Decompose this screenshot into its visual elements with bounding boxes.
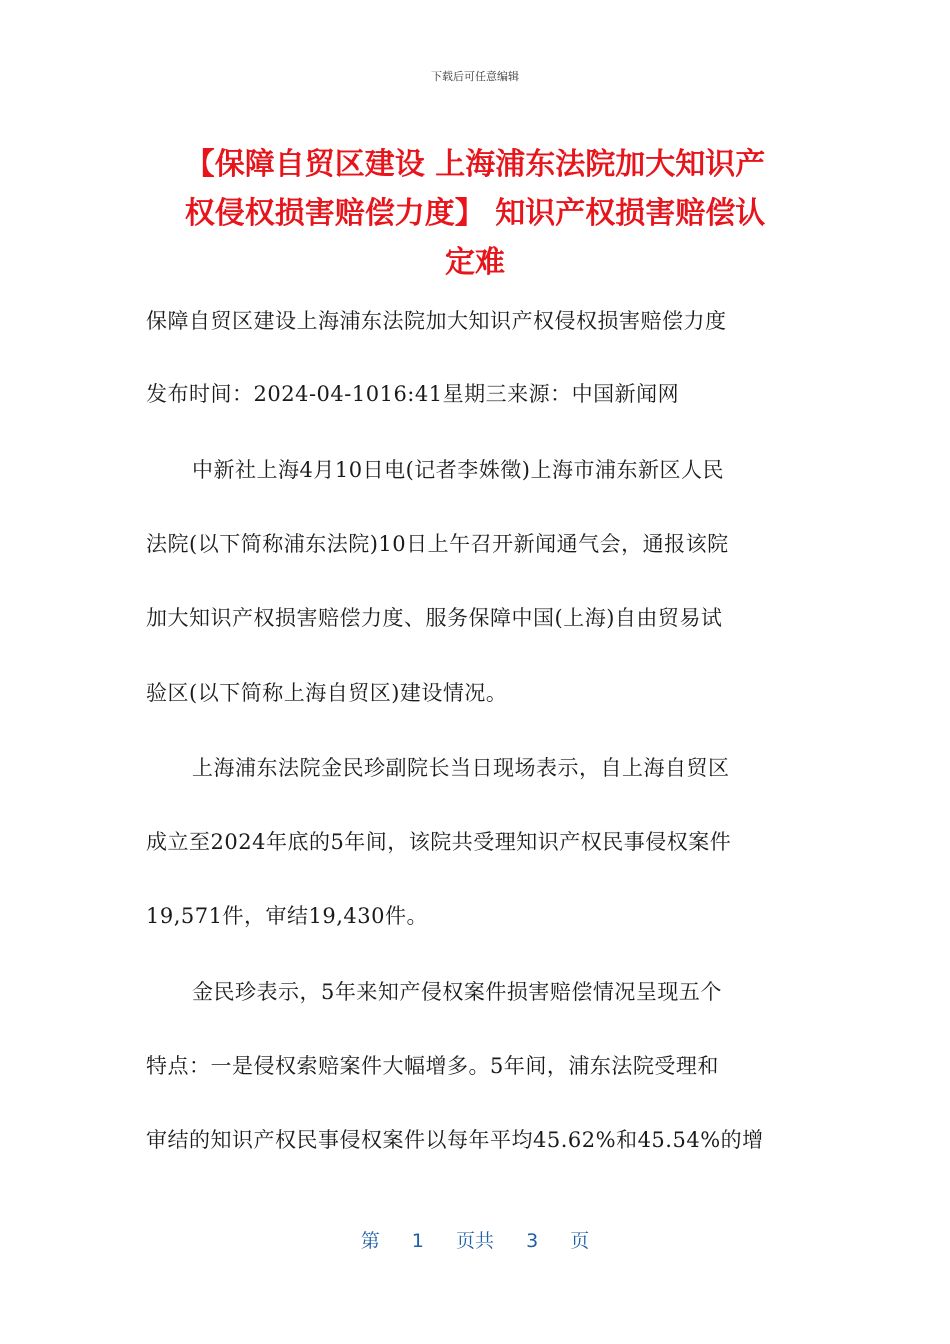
body-line: 加大知识产权损害赔偿力度、服务保障中国(上海)自由贸易试	[146, 606, 723, 630]
footer-prefix: 第	[360, 1230, 380, 1252]
title-line: 权侵权损害赔偿力度】 知识产权损害赔偿认	[184, 196, 766, 231]
total-pages-number: 3	[526, 1230, 539, 1252]
body-line: 19,571件，审结19,430件。	[146, 904, 428, 928]
body-line: 发布时间：2024-04-1016:41星期三来源：中国新闻网	[146, 382, 680, 406]
body-line: 法院(以下简称浦东法院)10日上午召开新闻通气会，通报该院	[146, 532, 729, 556]
body-line: 保障自贸区建设上海浦东法院加大知识产权侵权损害赔偿力度	[146, 309, 727, 333]
body-line: 特点：一是侵权索赔案件大幅增多。5年间，浦东法院受理和	[146, 1054, 719, 1078]
current-page-number: 1	[411, 1230, 424, 1252]
body-line: 审结的知识产权民事侵权案件以每年平均45.62%和45.54%的增	[146, 1128, 764, 1152]
header-note: 下载后可任意编辑	[431, 70, 519, 83]
footer-middle: 页共	[455, 1230, 494, 1252]
title-line: 【保障自贸区建设 上海浦东法院加大知识产	[184, 147, 766, 182]
document-title	[140, 140, 810, 287]
footer-suffix: 页	[570, 1230, 590, 1252]
body-line: 成立至2024年底的5年间，该院共受理知识产权民事侵权案件	[146, 830, 732, 854]
title-line: 定难	[445, 245, 505, 280]
body-line: 验区(以下简称上海自贸区)建设情况。	[146, 681, 508, 705]
body-line: 上海浦东法院金民珍副院长当日现场表示，自上海自贸区	[192, 756, 730, 780]
body-line: 中新社上海4月10日电(记者李姝徵)上海市浦东新区人民	[192, 458, 724, 482]
body-line: 金民珍表示，5年来知产侵权案件损害赔偿情况呈现五个	[192, 980, 722, 1004]
page-footer	[0, 1226, 950, 1253]
